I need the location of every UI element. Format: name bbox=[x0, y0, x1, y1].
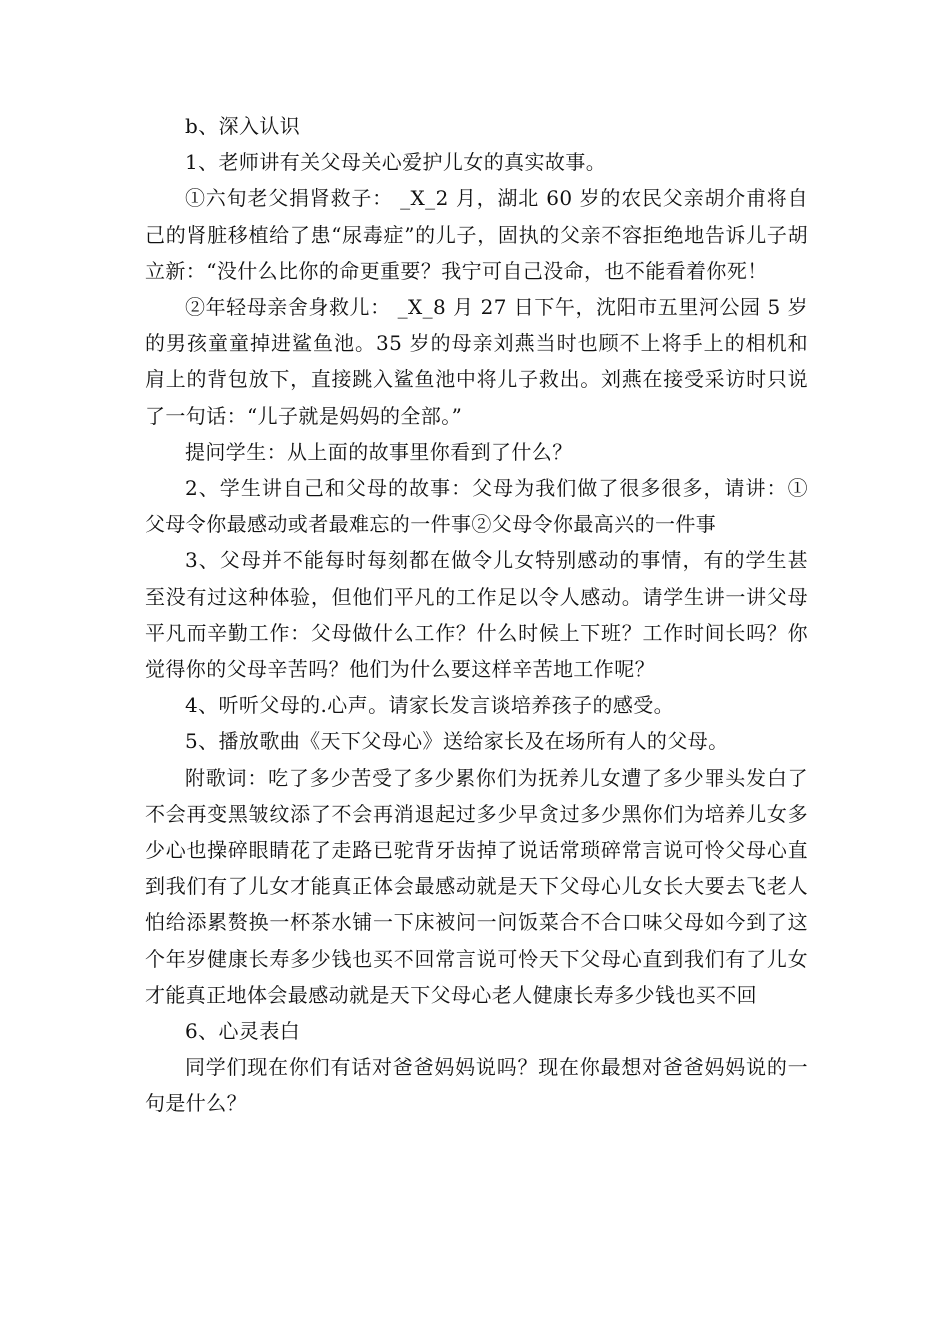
document-page bbox=[145, 108, 808, 1122]
item-parents-work: 3、父母并不能每时每刻都在做令儿女特别感动的事情，有的学生甚至没有过这种体验，但他们平凡的工作足以令人感动。请学生讲一讲父母平凡而辛勤工作：父母做什么工作？什么时候上下班？工作时间长吗？你觉得你的父母辛苦吗？他们为什么要这样辛苦地工作呢？ bbox=[145, 548, 808, 682]
item-parents-voices: 4、听听父母的.心声。请家长发言谈培养孩子的感受。 bbox=[185, 693, 675, 718]
closing-question: 同学们现在你们有话对爸爸妈妈说吗？现在你最想对爸爸妈妈说的一句是什么？ bbox=[145, 1055, 808, 1116]
item-play-song: 5、播放歌曲《天下父母心》送给家长及在场所有人的父母。 bbox=[185, 729, 729, 754]
item-heart-confession: 6、心灵表白 bbox=[185, 1019, 301, 1044]
story-mother-rescue: ②年轻母亲舍身救儿： _X_8 月 27 日下午，沈阳市五里河公园 5 岁的男孩童童掉进鲨鱼池。35 岁的母亲刘燕当时也顾不上将手上的相机和肩上的背包放下，直接跳入鲨鱼池中将儿子救出。刘燕在接受采访时只说了一句话：“儿子就是妈妈的全部。” bbox=[145, 295, 808, 428]
story-father-kidney: ①六旬老父捐肾救子： _X_2 月，湖北 60 岁的农民父亲胡介甫将自己的肾脏移植给了患“尿毒症”的儿子，固执的父亲不容拒绝地告诉儿子胡立新：“没什么比你的命更重要？我宁可自己没命，也不能看着你死！ bbox=[145, 186, 808, 283]
item-student-stories: 2、学生讲自己和父母的故事：父母为我们做了很多很多，请讲：①父母令你最感动或者最难忘的一件事②父母令你最高兴的一件事 bbox=[145, 476, 808, 537]
song-lyrics: 附歌词：吃了多少苦受了多少累你们为抚养儿女遭了多少罪头发白了不会再变黑皱纹添了不会再消退起过多少早贪过多少黑你们为培养儿女多少心也操碎眼睛花了走路已驼背牙齿掉了说话常琐碎常言说可怜父母心直到我们有了儿女才能真正体会最感动就是天下父母心儿女长大要去飞老人怕给添累赘换一杯茶水铺一下床被问一问饭菜合不合口味父母如今到了这个年岁健康长寿多少钱也买不回常言说可怜天下父母心直到我们有了儿女才能真正地体会最感动就是天下父母心老人健康长寿多少钱也买不回 bbox=[145, 765, 808, 1007]
item-teacher-stories: 1、老师讲有关父母关心爱护儿女的真实故事。 bbox=[185, 150, 607, 175]
section-heading-deep-understanding: b、深入认识 bbox=[185, 114, 301, 138]
question-to-students: 提问学生：从上面的故事里你看到了什么？ bbox=[185, 439, 573, 464]
